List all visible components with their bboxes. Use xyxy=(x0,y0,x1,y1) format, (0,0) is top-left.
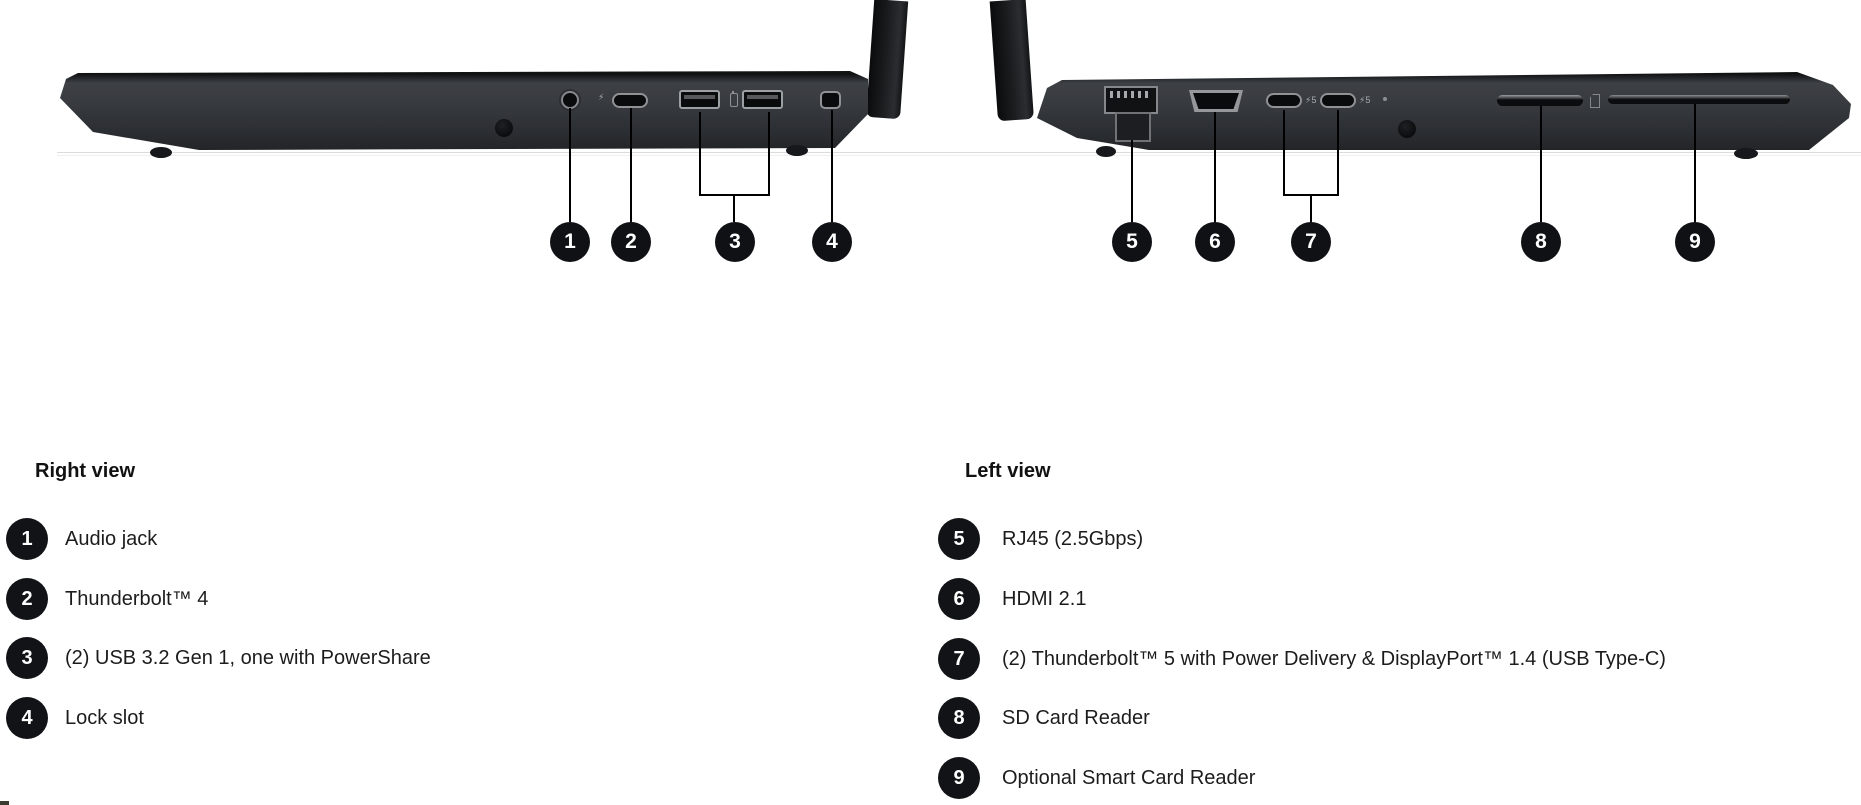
legend-item-2 xyxy=(6,578,208,620)
callout-line-8 xyxy=(1540,106,1542,222)
laptop-screen-hinge xyxy=(990,0,1034,121)
rubber-foot xyxy=(150,147,172,158)
legend-item-3 xyxy=(6,637,431,679)
callout-line-1 xyxy=(569,108,571,222)
legend-item-9 xyxy=(938,757,1255,799)
legend-badge-8: 8 xyxy=(938,697,980,739)
legend-badge-6: 6 xyxy=(938,578,980,620)
smart-card-slot xyxy=(1608,95,1790,104)
legend-item-6 xyxy=(938,578,1086,620)
legend-label-7: (2) Thunderbolt™ 5 with Power Delivery & DisplayPort™ 1.4 (USB Type-C) xyxy=(1002,647,1666,670)
rubber-foot xyxy=(1096,146,1116,157)
legend-item-1 xyxy=(6,518,157,560)
callout-bubble-1: 1 xyxy=(550,222,590,262)
laptop-screen-hinge xyxy=(866,0,908,119)
cropped-edge-artifact xyxy=(0,801,9,805)
callout-bubble-3: 3 xyxy=(715,222,755,262)
callout-line-9 xyxy=(1694,104,1696,222)
legend-badge-5: 5 xyxy=(938,518,980,560)
callout-stem-7 xyxy=(1310,196,1312,222)
legend-badge-2: 2 xyxy=(6,578,48,620)
sd-card-slot xyxy=(1497,95,1583,106)
legend-label-4: Lock slot xyxy=(65,706,144,729)
usb-a-port-2 xyxy=(742,90,783,109)
callout-line-3b xyxy=(768,112,770,196)
hdmi-port xyxy=(1189,90,1243,112)
thunderbolt5-icon: ⚡5 xyxy=(1305,95,1317,105)
sd-card-icon xyxy=(1590,94,1600,108)
rj45-port xyxy=(1104,86,1158,114)
callout-line-4 xyxy=(831,110,833,222)
bottom-foot-dot xyxy=(495,119,513,137)
rubber-foot xyxy=(1734,148,1758,159)
legend-item-8 xyxy=(938,697,1150,739)
legend-item-7 xyxy=(938,638,1666,680)
callout-bubble-6: 6 xyxy=(1195,222,1235,262)
legend-label-2: Thunderbolt™ 4 xyxy=(65,587,209,610)
legend-item-4 xyxy=(6,697,144,739)
lock-slot-port xyxy=(820,91,841,109)
usb-a-port-1 xyxy=(679,90,720,109)
callout-bubble-9: 9 xyxy=(1675,222,1715,262)
legend-label-1: Audio jack xyxy=(65,527,158,550)
legend-label-8: SD Card Reader xyxy=(1002,706,1150,729)
left-view-heading: Left view xyxy=(965,460,1051,482)
callout-line-7a xyxy=(1283,110,1285,196)
callout-bubble-5: 5 xyxy=(1112,222,1152,262)
legend-label-3: (2) USB 3.2 Gen 1, one with PowerShare xyxy=(65,646,431,669)
thunderbolt-icon: ⚡ xyxy=(598,92,605,102)
powershare-battery-icon xyxy=(730,93,738,107)
legend-item-5 xyxy=(938,518,1143,560)
callout-line-2 xyxy=(630,108,632,222)
thunderbolt5-icon: ⚡5 xyxy=(1359,95,1371,105)
bottom-foot-dot xyxy=(1398,120,1416,138)
callout-line-3a xyxy=(699,112,701,196)
callout-line-6 xyxy=(1214,112,1216,222)
legend-badge-7: 7 xyxy=(938,638,980,680)
callout-stem-3 xyxy=(733,196,735,222)
laptop-body xyxy=(1037,60,1859,160)
callout-bubble-4: 4 xyxy=(812,222,852,262)
thunderbolt5-port-1 xyxy=(1266,93,1302,108)
legend-badge-1: 1 xyxy=(6,518,48,560)
rj45-latch-flap xyxy=(1115,112,1151,142)
audio-jack-port xyxy=(561,91,579,109)
callout-line-7b xyxy=(1337,110,1339,196)
thunderbolt4-port xyxy=(612,93,648,108)
callout-line-5 xyxy=(1131,140,1133,222)
status-led-dot xyxy=(1383,97,1387,101)
legend-label-6: HDMI 2.1 xyxy=(1002,587,1087,610)
laptop-body xyxy=(57,60,872,160)
table-surface-shadow xyxy=(57,155,1861,156)
right-view-heading: Right view xyxy=(35,460,136,482)
legend-badge-9: 9 xyxy=(938,757,980,799)
callout-bubble-2: 2 xyxy=(611,222,651,262)
table-surface-line xyxy=(57,152,1861,153)
legend-label-9: Optional Smart Card Reader xyxy=(1002,766,1256,789)
callout-bubble-8: 8 xyxy=(1521,222,1561,262)
thunderbolt5-port-2 xyxy=(1320,93,1356,108)
legend-label-5: RJ45 (2.5Gbps) xyxy=(1002,527,1144,550)
rubber-foot xyxy=(786,145,808,156)
callout-bubble-7: 7 xyxy=(1291,222,1331,262)
legend-badge-3: 3 xyxy=(6,637,48,679)
legend-badge-4: 4 xyxy=(6,697,48,739)
